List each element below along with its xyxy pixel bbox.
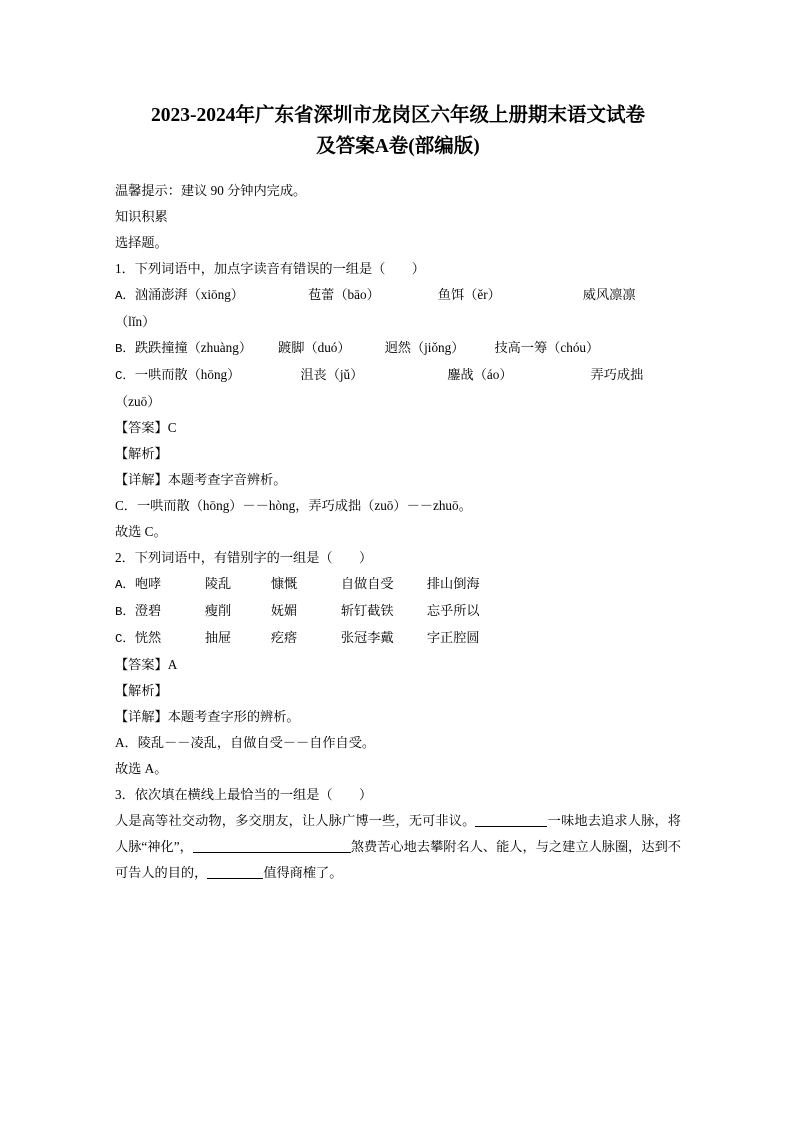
option-cell-wrap: [205, 625, 271, 651]
option-cell-wrap: [205, 598, 271, 624]
question-1-option-b: [115, 335, 681, 362]
question-3-stem: 3．依次填在横线上最恰当的一组是（ ）: [115, 787, 373, 802]
question-3-passage: [115, 808, 681, 886]
option-cell: 排山倒海: [426, 576, 480, 591]
option-cell: 弄巧成拙: [590, 367, 644, 382]
question-1-analysis-label: 【解析】: [115, 446, 168, 461]
option-cell: 张冠李戴: [340, 630, 394, 645]
option-label: A．: [115, 289, 135, 303]
option-cell: 自做自受: [340, 576, 394, 591]
option-cell: 迥然（jiǒng）: [384, 340, 465, 355]
passage-segment-1: 人是高等社交动物，多交朋友，让人脉广博一些，无可非议。: [115, 813, 476, 828]
option-cell: 苞蕾（bāo）: [308, 287, 380, 302]
option-cell: 一哄而散（hōng）: [134, 367, 241, 382]
question-2-conclusion: 故选 A。: [115, 761, 168, 776]
option-cell: 慷慨: [270, 576, 298, 591]
passage-segment-4: 值得商榷了。: [263, 865, 343, 880]
question-1-conclusion: 故选 C。: [115, 524, 167, 539]
option-cell-wrap: [205, 571, 271, 597]
option-cell: 抽屉: [204, 630, 232, 645]
fill-blank-2[interactable]: [193, 839, 351, 853]
fill-blank-1[interactable]: [475, 813, 547, 827]
option-cell-wrap: [271, 625, 341, 651]
question-2-option-b: [115, 598, 681, 625]
question-2-detail: 【详解】本题考查字形的辨析。: [115, 709, 300, 724]
option-cell: 瘦削: [204, 603, 232, 618]
question-1-option-c-wrap: （zuō）: [115, 394, 161, 409]
question-1-detail-line: C．一哄而散（hōng）－－hòng，弄巧成拙（zuō）－－zhuō。: [115, 498, 472, 513]
page-title-line-1: 2023-2024年广东省深圳市龙岗区六年级上册期末语文试卷: [151, 105, 645, 126]
option-cell: 妩媚: [270, 603, 298, 618]
option-label: B．: [115, 605, 135, 619]
option-cell: 陵乱: [204, 576, 232, 591]
question-2-analysis-label: 【解析】: [115, 683, 168, 698]
document-body: [115, 100, 681, 886]
question-2-detail-line: A．陵乱－－凌乱，自做自受－－自作自受。: [115, 735, 376, 750]
option-label: C．: [115, 632, 135, 646]
option-label: B．: [115, 342, 135, 356]
option-label: A．: [115, 578, 135, 592]
question-1-option-a-wrap: （lǐn）: [115, 314, 156, 329]
option-cell-wrap: [341, 625, 427, 651]
option-cell: 跌跌撞撞（zhuàng）: [134, 340, 253, 355]
option-cell: 恍然: [134, 630, 162, 645]
option-cell: 澄碧: [134, 603, 162, 618]
question-2-stem: 2．下列词语中，有错别字的一组是（ ）: [115, 550, 373, 565]
passage-segment-2: 一味地去追求人脉，将人脉“神化”，: [115, 813, 681, 854]
option-cell: 忘乎所以: [426, 603, 480, 618]
question-1-option-c: [115, 362, 681, 389]
option-cell-wrap: [135, 598, 205, 624]
question-2-option-c: [115, 625, 681, 652]
option-label: C．: [115, 369, 135, 383]
option-cell: 字正腔圆: [426, 630, 480, 645]
option-cell: 疙瘩: [270, 630, 298, 645]
option-cell: 鏖战（áo）: [447, 367, 513, 382]
section-heading-knowledge: 知识积累: [115, 209, 168, 224]
option-cell: 踱脚（duó）: [278, 340, 351, 355]
option-cell: 咆哮: [134, 576, 162, 591]
question-2-option-a: [115, 571, 681, 598]
option-cell: 技高一筹（chóu）: [494, 340, 600, 355]
question-1-answer: 【答案】C: [115, 420, 177, 435]
question-2-answer: 【答案】A: [115, 657, 178, 672]
passage-segment-3: 煞费苦心地去攀附名人、能人，与之建立人脉圈，达到不可告人的目的，: [115, 839, 681, 880]
exam-tip: 温馨提示：建议 90 分钟内完成。: [115, 183, 307, 198]
page-title-line-2: 及答案A卷(部编版): [316, 136, 480, 157]
question-1-stem: 1．下列词语中，加点字读音有错误的一组是（ ）: [115, 261, 425, 276]
option-cell: 鱼饵（ěr）: [437, 287, 501, 302]
subsection-heading-choice: 选择题。: [115, 235, 168, 250]
option-cell-wrap: [271, 571, 341, 597]
question-1-option-a: [115, 282, 681, 309]
option-cell-wrap: [135, 625, 205, 651]
option-cell-wrap: [341, 598, 427, 624]
option-cell: 沮丧（jǔ）: [300, 367, 364, 382]
question-1-detail: 【详解】本题考查字音辨析。: [115, 472, 287, 487]
option-cell: 斩钉截铁: [340, 603, 394, 618]
option-cell-wrap: [271, 598, 341, 624]
page-title: [115, 100, 681, 162]
option-cell: 汹涌澎湃（xiōng）: [134, 287, 244, 302]
fill-blank-3[interactable]: [207, 865, 263, 879]
option-cell-wrap: [135, 571, 205, 597]
option-cell: 威风凛凛: [582, 287, 636, 302]
option-cell-wrap: [341, 571, 427, 597]
